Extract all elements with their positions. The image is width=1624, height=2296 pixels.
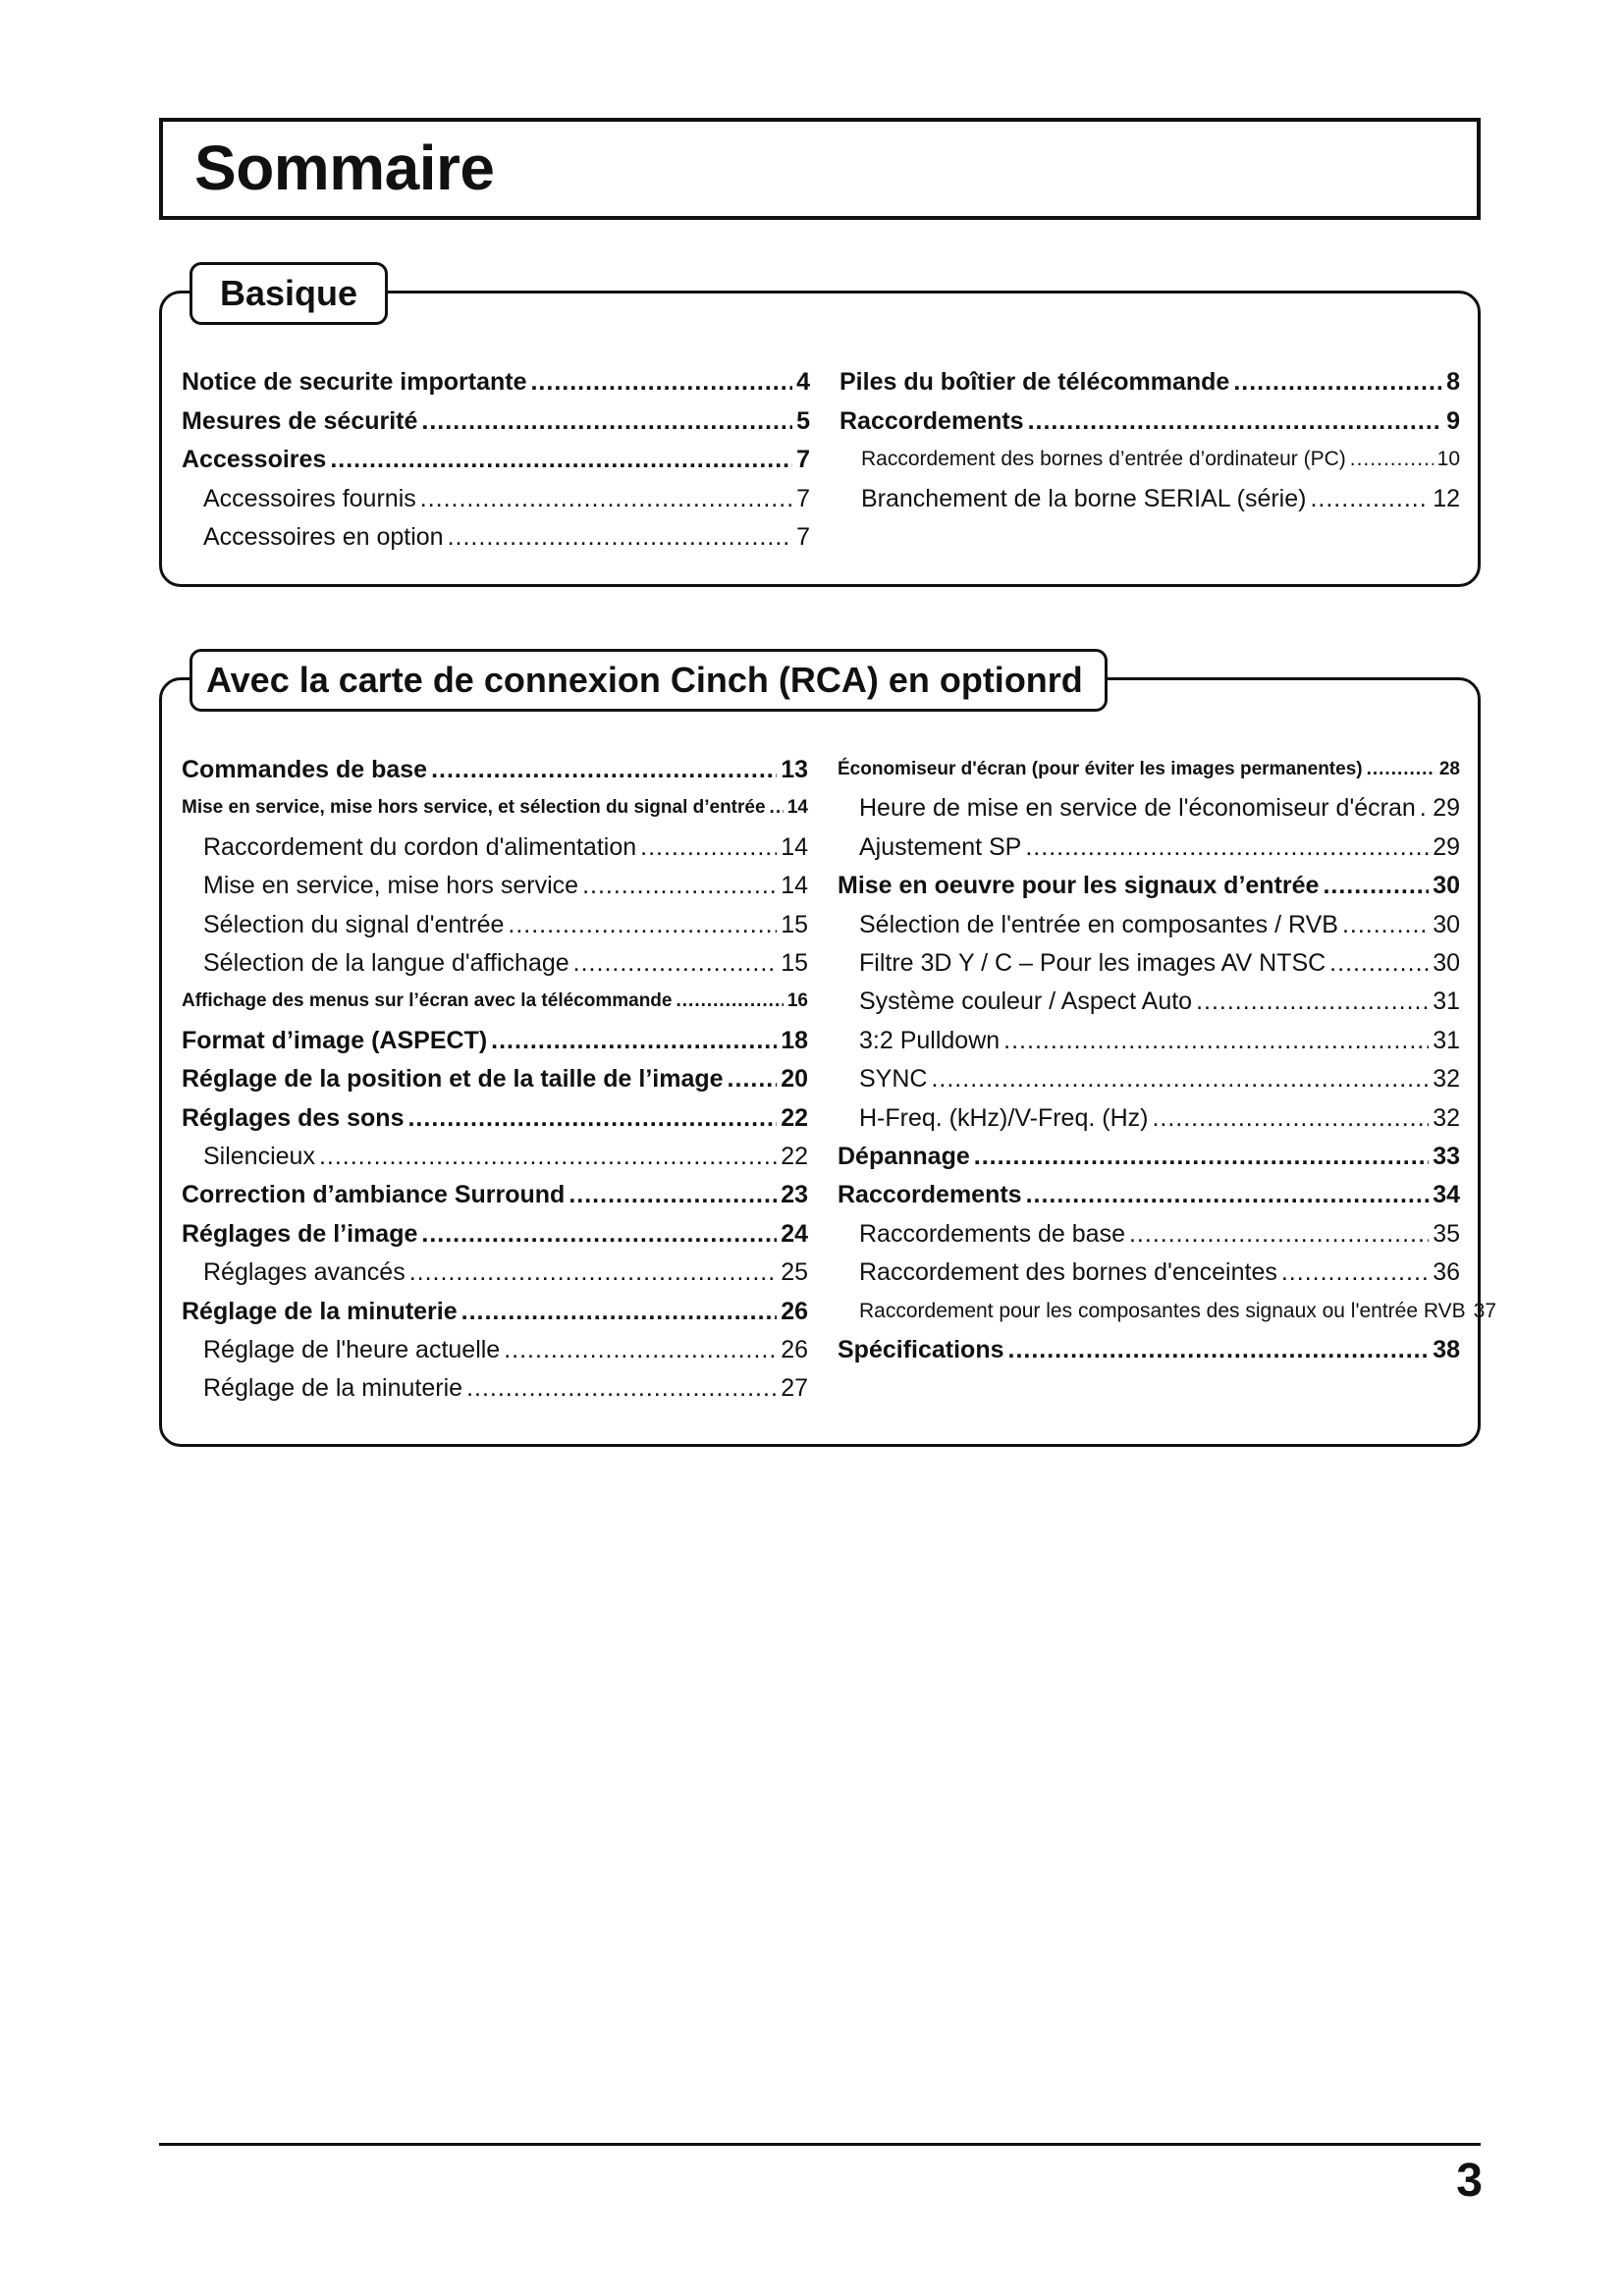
toc-entry-page: 15: [781, 949, 808, 977]
toc-leader-dots: [1350, 444, 1434, 475]
toc-entry-title: Mise en service, mise hors service: [203, 872, 579, 900]
toc-leader-dots: [1003, 1025, 1429, 1056]
toc-leader-dots: [1420, 792, 1429, 824]
toc-leader-dots: [728, 1063, 778, 1095]
toc-entry-title: 3:2 Pulldown: [859, 1026, 1001, 1054]
toc-leader-dots: [461, 1296, 778, 1327]
toc-entry: [203, 870, 808, 903]
toc-entry-page: 37: [1473, 1299, 1496, 1322]
section-label-rca: Avec la carte de connexion Cinch (RCA) en optionrd: [189, 649, 1108, 712]
toc-entry-page: 25: [781, 1258, 808, 1287]
toc-entry-page: 33: [1433, 1143, 1460, 1170]
toc-entry-title: Accessoires fournis: [203, 484, 416, 512]
toc-entry-page: 8: [1446, 368, 1460, 396]
toc-entry: [203, 1256, 808, 1290]
toc-entry-page: 31: [1433, 988, 1460, 1016]
toc-entry-title: Ajustement SP: [859, 832, 1022, 861]
toc-entry: [859, 986, 1460, 1019]
toc-entry-title: Sélection de l'entrée en composantes / RVB: [859, 910, 1338, 938]
toc-entry-title: Correction d’ambiance Surround: [182, 1181, 566, 1209]
toc-entry-title: Commandes de base: [182, 756, 428, 783]
toc-entry-title: Raccordements: [838, 1181, 1022, 1209]
toc-leader-dots: [1129, 1218, 1429, 1250]
toc-entry: [182, 986, 808, 1019]
toc-entry-page: 10: [1436, 448, 1460, 470]
toc-entry: [839, 405, 1460, 439]
toc-entry-page: 28: [1438, 759, 1460, 779]
toc-entry-page: 20: [781, 1065, 808, 1094]
toc-entry-title: Réglage de l'heure actuelle: [203, 1336, 501, 1363]
toc-entry-page: 18: [781, 1026, 808, 1054]
toc-entry-page: 31: [1433, 1026, 1460, 1054]
toc-entry-page: 7: [796, 523, 810, 551]
toc-leader-dots: [974, 1141, 1429, 1172]
toc-entry-page: 30: [1433, 872, 1460, 900]
toc-entry: [182, 792, 808, 826]
page-number: 3: [1456, 2155, 1483, 2207]
toc-entry-page: 23: [781, 1181, 808, 1209]
toc-entry-page: 30: [1433, 949, 1460, 977]
toc-entry: [182, 366, 810, 400]
toc-entry-title: Spécifications: [838, 1336, 1004, 1363]
toc-leader-dots: [1196, 986, 1429, 1017]
toc-leader-dots: [676, 986, 783, 1017]
toc-entry-page: 22: [781, 1143, 808, 1170]
toc-entry-title: Heure de mise en service de l'économiseur d'écran: [859, 794, 1416, 823]
toc-leader-dots: [508, 909, 777, 940]
toc-entry-page: 27: [781, 1374, 808, 1403]
section-rca: [159, 660, 1496, 1447]
toc-entry-page: 24: [781, 1219, 808, 1248]
toc-leader-dots: [448, 521, 793, 553]
toc-entry-page: 15: [781, 910, 808, 938]
toc-entry-page: 32: [1433, 1103, 1460, 1132]
toc-entry: [838, 754, 1460, 787]
toc-entry: [859, 792, 1460, 826]
toc-entry-title: Système couleur / Aspect Auto: [859, 988, 1193, 1016]
toc-leader-dots: [1152, 1102, 1429, 1134]
toc-leader-dots: [421, 405, 792, 437]
toc-entry: [203, 521, 810, 555]
toc-entry: [839, 366, 1460, 400]
toc-leader-dots: [409, 1256, 777, 1288]
section-label-basique: Basique: [189, 262, 388, 325]
toc-entry: [861, 483, 1460, 516]
footer-rule: [159, 2143, 1481, 2146]
toc-entry: [859, 909, 1460, 942]
toc-entry: [182, 1296, 808, 1329]
toc-entry: [182, 754, 808, 787]
toc-entry: [182, 1102, 808, 1136]
toc-leader-dots: [1323, 870, 1429, 901]
toc-entry-page: 26: [781, 1297, 808, 1325]
toc-entry: [182, 1179, 808, 1212]
toc-leader-dots: [1008, 1334, 1430, 1365]
toc-leader-dots: [1310, 483, 1429, 514]
toc-entry-page: 14: [781, 872, 808, 900]
toc-leader-dots: [330, 444, 792, 475]
toc-entry-title: Format d’image (ASPECT): [182, 1026, 488, 1054]
toc-entry-page: 26: [781, 1336, 808, 1363]
toc-entry-title: SYNC: [859, 1065, 928, 1094]
toc-entry: [859, 1256, 1460, 1290]
toc-entry-title: Économiseur d'écran (pour éviter les images permanentes): [838, 759, 1363, 779]
toc-entry-title: Silencieux: [203, 1143, 315, 1170]
toc-entry-page: 5: [796, 406, 810, 435]
toc-entry: [838, 1179, 1460, 1212]
toc-entry-title: Accessoires: [182, 446, 327, 473]
toc-leader-dots: [1028, 405, 1443, 437]
toc-entry-title: Mesures de sécurité: [182, 406, 418, 435]
toc-leader-dots: [1342, 909, 1429, 940]
toc-entry-title: Réglages avancés: [203, 1258, 406, 1287]
toc-entry-page: 35: [1433, 1219, 1460, 1248]
toc-leader-dots: [421, 1218, 777, 1250]
toc-entry: [203, 1141, 808, 1174]
toc-entry-page: 12: [1433, 484, 1460, 512]
toc-entry-title: Réglage de la minuterie: [182, 1297, 458, 1325]
toc-entry-title: Raccordements de base: [859, 1219, 1125, 1248]
toc-entry-page: 14: [781, 832, 808, 861]
toc-entry: [838, 870, 1460, 903]
toc-entry-page: 22: [781, 1103, 808, 1132]
toc-entry-title: Sélection du signal d'entrée: [203, 910, 505, 938]
toc-entry-title: Réglage de la minuterie: [203, 1374, 463, 1403]
toc-entry: [203, 947, 808, 981]
toc-entry: [859, 1025, 1460, 1058]
toc-entry-title: Raccordement du cordon d'alimentation: [203, 832, 637, 861]
toc-leader-dots: [431, 754, 777, 785]
toc-entry-page: 16: [786, 990, 808, 1012]
toc-entry: [182, 1025, 808, 1058]
toc-leader-dots: [568, 1179, 777, 1210]
toc-entry: [859, 1102, 1460, 1136]
toc-entry-title: Filtre 3D Y / C – Pour les images AV NTSC: [859, 949, 1326, 977]
toc-entry: [861, 444, 1460, 477]
section-basique: [159, 273, 1481, 587]
toc-entry-title: Accessoires en option: [203, 523, 444, 551]
toc-entry-page: 9: [1446, 406, 1460, 435]
toc-entry: [182, 1063, 808, 1096]
title-box: [159, 118, 1481, 220]
toc-leader-dots: [1329, 947, 1429, 979]
toc-leader-dots: [1367, 754, 1435, 785]
toc-leader-dots: [770, 792, 784, 824]
page-title: Sommaire: [194, 133, 495, 203]
toc-leader-dots: [931, 1063, 1429, 1095]
toc-entry-page: 4: [796, 368, 810, 396]
toc-entry-title: Raccordement des bornes d'enceintes: [859, 1258, 1277, 1287]
toc-entry-title: Raccordements: [839, 406, 1024, 435]
toc-entry: [859, 831, 1460, 865]
toc-entry-title: Sélection de la langue d'affichage: [203, 949, 569, 977]
toc-entry-title: H-Freq. (kHz)/V-Freq. (Hz): [859, 1103, 1149, 1132]
toc-entry-page: 38: [1433, 1336, 1460, 1363]
toc-leader-dots: [1025, 831, 1429, 863]
toc-entry-title: Notice de securite importante: [182, 368, 527, 396]
toc-leader-dots: [319, 1141, 777, 1172]
toc-entry-page: 30: [1433, 910, 1460, 938]
toc-entry: [182, 444, 810, 477]
toc-leader-dots: [530, 366, 792, 398]
toc-entry-title: Mise en service, mise hors service, et sélection du signal d’entrée: [182, 797, 766, 819]
toc-leader-dots: [504, 1334, 777, 1365]
toc-entry: [182, 1218, 808, 1252]
toc-entry-page: 7: [796, 446, 810, 473]
toc-entry-page: 29: [1433, 794, 1460, 823]
toc-leader-dots: [407, 1102, 777, 1134]
toc-leader-dots: [1233, 366, 1442, 398]
toc-leader-dots: [420, 483, 792, 514]
toc-entry: [203, 1372, 808, 1406]
toc-entry-title: Raccordement des bornes d’entrée d’ordinateur (PC): [861, 448, 1346, 470]
toc-leader-dots: [491, 1025, 777, 1056]
toc-entry-title: Réglages des sons: [182, 1103, 405, 1132]
toc-entry-page: 29: [1433, 832, 1460, 861]
toc-entry: [859, 947, 1460, 981]
toc-leader-dots: [573, 947, 778, 979]
toc-leader-dots: [1026, 1179, 1430, 1210]
toc-entry-page: 36: [1433, 1258, 1460, 1287]
toc-entry-page: 13: [781, 756, 808, 783]
toc-leader-dots: [582, 870, 777, 901]
toc-entry: [203, 483, 810, 516]
toc-entry-page: 7: [796, 484, 810, 512]
toc-entry-title: Dépannage: [838, 1143, 970, 1170]
toc-leader-dots: [640, 831, 777, 863]
toc-entry-title: Réglages de l’image: [182, 1219, 418, 1248]
toc-entry-page: 32: [1433, 1065, 1460, 1094]
toc-entry: [859, 1218, 1460, 1252]
toc-entry-title: Raccordement pour les composantes des signaux ou l'entrée RVB: [859, 1299, 1466, 1322]
toc-entry-title: Branchement de la borne SERIAL (série): [861, 484, 1307, 512]
toc-entry: [203, 909, 808, 942]
toc-entry: [838, 1334, 1460, 1367]
toc-entry-title: Affichage des menus sur l’écran avec la télécommande: [182, 990, 673, 1012]
toc-entry: [859, 1063, 1460, 1096]
toc-entry: [182, 405, 810, 439]
toc-leader-dots: [466, 1372, 777, 1404]
toc-entry-title: Piles du boîtier de télécommande: [839, 368, 1230, 396]
toc-leader-dots: [1281, 1256, 1429, 1288]
toc-entry: [838, 1141, 1460, 1174]
toc-entry: [859, 1296, 1496, 1329]
toc-entry: [203, 831, 808, 865]
toc-entry-page: 14: [786, 797, 808, 819]
toc-entry-title: Réglage de la position et de la taille de l’image: [182, 1065, 724, 1094]
toc-entry-title: Mise en oeuvre pour les signaux d’entrée: [838, 872, 1320, 900]
toc-entry: [203, 1334, 808, 1367]
toc-entry-page: 34: [1433, 1181, 1460, 1209]
